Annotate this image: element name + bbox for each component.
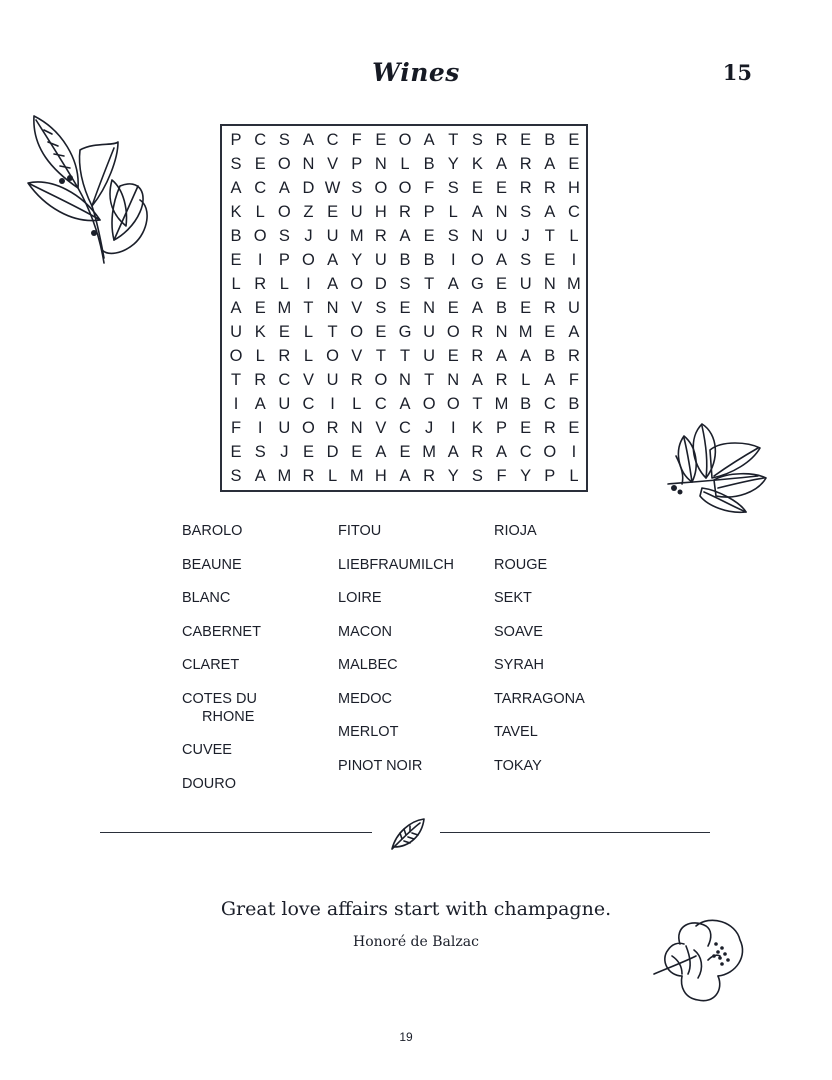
- grid-letter[interactable]: R: [471, 442, 484, 461]
- word-list-item: [494, 656, 644, 674]
- word-list-item: [494, 556, 644, 574]
- word-list-item: [338, 757, 494, 775]
- grid-letter[interactable]: M: [518, 322, 533, 341]
- grid-letter[interactable]: S: [520, 250, 532, 269]
- grid-letter[interactable]: J: [280, 442, 289, 461]
- grid-letter[interactable]: I: [330, 394, 335, 413]
- grid-letter[interactable]: R: [543, 178, 556, 197]
- word-list-item: [182, 775, 338, 793]
- grid-letter[interactable]: N: [350, 418, 363, 437]
- word-list-item-text: MALBEC: [338, 657, 398, 673]
- grid-letter[interactable]: L: [569, 466, 579, 485]
- grid-letter[interactable]: P: [351, 154, 363, 173]
- grid-letter[interactable]: S: [375, 298, 387, 317]
- grid-letter[interactable]: U: [423, 322, 436, 341]
- grid-letter[interactable]: U: [423, 346, 436, 365]
- grid-letter[interactable]: L: [448, 202, 458, 221]
- grid-letter[interactable]: N: [399, 370, 411, 389]
- grid-letter[interactable]: P: [278, 250, 290, 269]
- grid-letter[interactable]: L: [303, 322, 314, 341]
- grid-letter[interactable]: M: [494, 394, 509, 413]
- grid-letter[interactable]: L: [521, 370, 531, 389]
- word-list-item: [494, 690, 644, 708]
- grid-letter[interactable]: S: [447, 226, 459, 245]
- grid-letter[interactable]: E: [520, 298, 532, 317]
- word-list-item-text: TAVEL: [494, 724, 538, 740]
- word-list-item: [338, 723, 494, 741]
- word-list-item-text: CUVEE: [182, 742, 232, 758]
- page-number: 19: [399, 1030, 413, 1044]
- grid-letter[interactable]: R: [495, 130, 508, 149]
- word-list-item: [338, 522, 494, 540]
- grid-letter[interactable]: C: [278, 370, 291, 389]
- grid-letter[interactable]: E: [568, 154, 580, 173]
- grid-letter[interactable]: F: [231, 418, 242, 437]
- grid-letter[interactable]: A: [496, 346, 508, 365]
- grid-letter[interactable]: A: [327, 250, 339, 269]
- word-list-item-text: BEAUNE: [182, 556, 242, 573]
- grid-letter[interactable]: O: [398, 130, 412, 149]
- grid-letter[interactable]: N: [543, 274, 556, 293]
- grid-letter[interactable]: F: [568, 370, 579, 389]
- grid-letter[interactable]: L: [255, 202, 265, 221]
- grid-letter[interactable]: N: [447, 370, 460, 389]
- grid-letter[interactable]: P: [423, 202, 435, 221]
- grid-letter[interactable]: U: [326, 370, 339, 389]
- word-list-item-text: SEKT: [494, 590, 532, 606]
- word-list-item: [338, 623, 494, 641]
- grid-letter[interactable]: A: [399, 394, 411, 413]
- grid-letter[interactable]: U: [495, 226, 508, 245]
- grid-letter[interactable]: A: [254, 394, 266, 413]
- grid-letter[interactable]: R: [278, 346, 291, 365]
- grid-letter[interactable]: O: [446, 322, 460, 341]
- chapter-number: 15: [722, 60, 752, 85]
- grid-letter[interactable]: C: [374, 394, 387, 413]
- grid-letter[interactable]: U: [519, 274, 532, 293]
- grid-letter[interactable]: R: [519, 154, 532, 173]
- word-list-item-text: ROUGE: [494, 556, 548, 573]
- grid-letter[interactable]: P: [496, 418, 508, 437]
- word-list-item-text: BLANC: [182, 590, 231, 606]
- grid-letter[interactable]: U: [230, 322, 243, 341]
- grid-letter[interactable]: U: [278, 394, 291, 413]
- grid-letter[interactable]: E: [351, 442, 363, 461]
- word-list-item: [182, 690, 338, 726]
- grid-letter[interactable]: I: [257, 250, 263, 269]
- grid-letter[interactable]: A: [496, 154, 508, 173]
- grid-letter[interactable]: S: [230, 154, 242, 173]
- grid-letter[interactable]: R: [399, 202, 411, 221]
- grid-letter[interactable]: F: [424, 178, 435, 197]
- grid-letter[interactable]: O: [398, 178, 412, 197]
- grid-letter[interactable]: A: [327, 274, 339, 293]
- grid-letter[interactable]: O: [302, 250, 315, 269]
- grid-letter[interactable]: A: [496, 442, 508, 461]
- grid-letter[interactable]: E: [327, 202, 339, 221]
- grid-letter[interactable]: E: [254, 298, 266, 317]
- grid-letter[interactable]: S: [471, 466, 483, 485]
- word-list-item-text: RIOJA: [494, 523, 537, 539]
- grid-letter[interactable]: O: [350, 322, 364, 341]
- word-list-item-text: DOURO: [182, 775, 236, 792]
- grid-letter[interactable]: Y: [520, 466, 532, 485]
- word-list-column: [182, 522, 338, 808]
- grid-letter[interactable]: B: [568, 394, 580, 413]
- grid-letter[interactable]: Y: [351, 250, 363, 269]
- grid-letter[interactable]: P: [230, 130, 242, 149]
- word-list-item-text: TOKAY: [494, 757, 542, 774]
- grid-letter[interactable]: R: [471, 346, 484, 365]
- grid-letter[interactable]: F: [496, 466, 507, 485]
- grid-letter[interactable]: E: [471, 178, 483, 197]
- grid-letter[interactable]: C: [543, 394, 556, 413]
- word-list: [182, 522, 642, 808]
- grid-letter[interactable]: O: [229, 346, 243, 365]
- word-list-item-text: COTES DU: [182, 690, 257, 707]
- grid-letter[interactable]: F: [351, 130, 362, 149]
- leafy-branch-icon: [662, 416, 770, 516]
- grid-letter[interactable]: O: [326, 346, 340, 365]
- grid-letter[interactable]: G: [398, 322, 412, 341]
- grid-letter[interactable]: U: [326, 226, 339, 245]
- grid-letter[interactable]: C: [302, 394, 315, 413]
- grid-letter[interactable]: E: [375, 322, 387, 341]
- grid-letter[interactable]: M: [277, 298, 292, 317]
- grid-letter[interactable]: I: [571, 250, 577, 269]
- grid-letter[interactable]: S: [471, 130, 483, 149]
- grid-letter[interactable]: E: [496, 274, 508, 293]
- grid-letter[interactable]: T: [327, 322, 338, 341]
- grid-letter[interactable]: U: [567, 298, 580, 317]
- word-list-item: [338, 690, 494, 708]
- grid-letter[interactable]: P: [544, 466, 556, 485]
- grid-letter[interactable]: E: [375, 130, 387, 149]
- grid-letter[interactable]: T: [424, 274, 435, 293]
- word-list-item: [182, 623, 338, 641]
- grid-letter[interactable]: O: [470, 250, 484, 269]
- grid-letter[interactable]: L: [400, 154, 410, 173]
- grid-letter[interactable]: N: [374, 154, 387, 173]
- grid-letter[interactable]: M: [349, 226, 364, 245]
- grid-letter[interactable]: N: [302, 154, 315, 173]
- grid-letter[interactable]: A: [520, 346, 532, 365]
- grid-letter[interactable]: T: [231, 370, 242, 389]
- grid-letter[interactable]: A: [447, 442, 459, 461]
- grid-letter[interactable]: M: [567, 274, 581, 293]
- grid-letter[interactable]: S: [230, 466, 242, 485]
- grid-letter[interactable]: V: [351, 346, 363, 365]
- word-list-item-text: TARRAGONA: [494, 690, 585, 707]
- grid-letter[interactable]: E: [399, 442, 411, 461]
- grid-letter[interactable]: T: [303, 298, 314, 317]
- word-list-item-text: CABERNET: [182, 623, 261, 640]
- grid-letter[interactable]: R: [543, 418, 556, 437]
- grid-letter[interactable]: A: [423, 130, 435, 149]
- grid-letter[interactable]: U: [350, 202, 363, 221]
- word-list-item-text: FITOU: [338, 523, 382, 539]
- grid-letter[interactable]: E: [447, 298, 459, 317]
- grid-letter[interactable]: L: [352, 394, 362, 413]
- grid-letter[interactable]: R: [254, 274, 267, 293]
- grid-letter[interactable]: R: [350, 370, 363, 389]
- grid-letter[interactable]: E: [423, 226, 435, 245]
- grid-letter[interactable]: V: [351, 298, 363, 317]
- word-list-item: [338, 589, 494, 607]
- grid-letter[interactable]: C: [326, 130, 339, 149]
- grid-letter[interactable]: E: [399, 298, 411, 317]
- grid-letter[interactable]: K: [471, 418, 483, 437]
- grid-letter[interactable]: L: [279, 274, 289, 293]
- grid-letter[interactable]: I: [233, 394, 239, 413]
- word-list-item-text: CLARET: [182, 657, 240, 673]
- grid-letter[interactable]: A: [544, 202, 556, 221]
- word-list-item: [494, 623, 644, 641]
- grid-letter[interactable]: S: [351, 178, 363, 197]
- word-list-item: [494, 589, 644, 607]
- word-list-item: [338, 556, 494, 574]
- grid-letter[interactable]: N: [326, 298, 339, 317]
- word-list-item: [494, 723, 644, 741]
- grid-letter[interactable]: T: [472, 394, 483, 413]
- grid-letter[interactable]: I: [571, 442, 577, 461]
- word-list-item: [338, 656, 494, 674]
- grid-letter[interactable]: R: [254, 370, 267, 389]
- grid-letter[interactable]: A: [230, 298, 242, 317]
- grid-letter[interactable]: B: [423, 250, 435, 269]
- grid-letter[interactable]: R: [567, 346, 580, 365]
- grid-letter[interactable]: E: [568, 130, 580, 149]
- word-list-item: [494, 757, 644, 775]
- word-list-column: [494, 522, 644, 808]
- grid-letter[interactable]: B: [423, 154, 435, 173]
- grid-letter[interactable]: C: [254, 178, 267, 197]
- word-list-item-text: RHONE: [202, 708, 255, 725]
- grid-letter[interactable]: E: [496, 178, 508, 197]
- grid-letter[interactable]: A: [399, 466, 411, 485]
- grid-letter[interactable]: A: [496, 250, 508, 269]
- grid-letter[interactable]: N: [495, 202, 508, 221]
- leaf-icon: [388, 815, 428, 853]
- leafy-branch-icon: [22, 108, 152, 273]
- grid-letter[interactable]: D: [326, 442, 339, 461]
- word-list-item-text: MACON: [338, 623, 392, 640]
- grid-letter[interactable]: O: [543, 442, 557, 461]
- grid-letter[interactable]: U: [374, 250, 387, 269]
- grid-letter[interactable]: O: [422, 394, 436, 413]
- grid-letter[interactable]: R: [374, 226, 387, 245]
- grid-letter[interactable]: E: [230, 250, 242, 269]
- grid-letter[interactable]: E: [254, 154, 266, 173]
- grid-letter[interactable]: A: [399, 226, 411, 245]
- word-list-item: [182, 656, 338, 674]
- grid-letter[interactable]: T: [424, 370, 435, 389]
- grid-letter[interactable]: T: [544, 226, 555, 245]
- grid-letter[interactable]: O: [350, 274, 364, 293]
- word-list-item-text: LOIRE: [338, 590, 382, 606]
- word-list-item: [182, 589, 338, 607]
- grid-letter[interactable]: E: [568, 418, 580, 437]
- grid-letter[interactable]: K: [230, 202, 242, 221]
- grid-letter[interactable]: T: [448, 130, 459, 149]
- grid-letter[interactable]: R: [519, 178, 532, 197]
- flower-icon: [650, 916, 750, 1006]
- divider-line-left: [100, 832, 372, 833]
- grid-letter[interactable]: U: [278, 418, 291, 437]
- grid-letter[interactable]: E: [302, 442, 314, 461]
- grid-letter[interactable]: R: [495, 370, 508, 389]
- grid-letter[interactable]: B: [544, 346, 556, 365]
- grid-letter[interactable]: A: [302, 130, 314, 149]
- grid-letter[interactable]: W: [324, 178, 341, 197]
- word-list-item: [494, 522, 644, 540]
- grid-letter[interactable]: A: [278, 178, 290, 197]
- grid-letter[interactable]: N: [495, 322, 508, 341]
- grid-letter[interactable]: A: [471, 202, 483, 221]
- page-title: Wines: [372, 58, 460, 87]
- word-list-item: [182, 522, 338, 540]
- grid-letter[interactable]: J: [521, 226, 530, 245]
- word-list-column: [338, 522, 494, 808]
- grid-letter[interactable]: N: [471, 226, 484, 245]
- grid-letter[interactable]: C: [254, 130, 267, 149]
- grid-letter[interactable]: S: [399, 274, 411, 293]
- grid-letter[interactable]: I: [450, 250, 456, 269]
- grid-letter[interactable]: E: [447, 346, 459, 365]
- grid-letter[interactable]: B: [544, 130, 556, 149]
- grid-letter[interactable]: M: [277, 466, 292, 485]
- grid-letter[interactable]: E: [230, 442, 242, 461]
- grid-letter[interactable]: D: [302, 178, 315, 197]
- grid-letter[interactable]: J: [304, 226, 313, 245]
- grid-letter[interactable]: L: [231, 274, 241, 293]
- word-list-item: [182, 556, 338, 574]
- word-list-item-text: BAROLO: [182, 523, 243, 539]
- grid-letter[interactable]: A: [447, 274, 459, 293]
- word-search-grid[interactable]: [220, 124, 588, 492]
- grid-letter[interactable]: O: [374, 370, 388, 389]
- grid-letter[interactable]: A: [254, 466, 266, 485]
- grid-letter[interactable]: V: [327, 154, 339, 173]
- grid-letter[interactable]: O: [302, 418, 315, 437]
- quote-author: Honoré de Balzac: [353, 934, 479, 950]
- word-list-item-text: LIEBFRAUMILCH: [338, 556, 455, 573]
- grid-letter[interactable]: V: [302, 370, 314, 389]
- quote-text: Great love affairs start with champagne.: [220, 898, 612, 920]
- grid-letter[interactable]: B: [520, 394, 532, 413]
- grid-letter[interactable]: B: [399, 250, 411, 269]
- grid-letter[interactable]: O: [253, 226, 267, 245]
- grid-letter[interactable]: C: [519, 442, 532, 461]
- grid-letter[interactable]: T: [375, 346, 386, 365]
- grid-letter[interactable]: S: [520, 202, 532, 221]
- grid-letter[interactable]: E: [520, 418, 532, 437]
- grid-letter[interactable]: A: [544, 154, 556, 173]
- grid-letter[interactable]: A: [375, 442, 387, 461]
- grid-letter[interactable]: N: [423, 298, 436, 317]
- grid-letter[interactable]: K: [471, 154, 483, 173]
- grid-letter[interactable]: A: [471, 370, 483, 389]
- grid-letter[interactable]: H: [374, 202, 387, 221]
- grid-letter[interactable]: R: [543, 298, 556, 317]
- grid-letter[interactable]: G: [470, 274, 484, 293]
- grid-letter[interactable]: O: [446, 394, 460, 413]
- grid-letter[interactable]: Y: [447, 154, 459, 173]
- grid-letter[interactable]: H: [374, 466, 387, 485]
- grid-letter[interactable]: I: [306, 274, 311, 293]
- word-list-item-text: MERLOT: [338, 724, 399, 740]
- grid-letter[interactable]: S: [278, 130, 290, 149]
- grid-letter[interactable]: C: [399, 418, 411, 437]
- grid-letter[interactable]: D: [374, 274, 387, 293]
- grid-letter[interactable]: E: [520, 130, 532, 149]
- grid-letter[interactable]: O: [277, 202, 291, 221]
- grid-letter[interactable]: I: [450, 418, 456, 437]
- grid-letter[interactable]: I: [257, 418, 263, 437]
- grid-letter[interactable]: A: [568, 322, 580, 341]
- grid-letter[interactable]: R: [471, 322, 484, 341]
- grid-letter[interactable]: B: [230, 226, 242, 245]
- word-list-item: [182, 741, 338, 759]
- grid-letter[interactable]: R: [326, 418, 339, 437]
- grid-letter[interactable]: Z: [303, 202, 314, 221]
- grid-letter[interactable]: C: [567, 202, 580, 221]
- word-list-item-text: SOAVE: [494, 623, 543, 640]
- grid-letter[interactable]: E: [278, 322, 290, 341]
- grid-letter[interactable]: A: [471, 298, 483, 317]
- grid-letter[interactable]: Y: [447, 466, 459, 485]
- grid-letter[interactable]: E: [544, 250, 556, 269]
- grid-letter[interactable]: T: [399, 346, 411, 365]
- grid-letter[interactable]: S: [254, 442, 266, 461]
- grid-letter[interactable]: V: [375, 418, 387, 437]
- divider-line-right: [440, 832, 710, 833]
- grid-letter[interactable]: M: [422, 442, 436, 461]
- grid-letter[interactable]: S: [447, 178, 459, 197]
- grid-letter[interactable]: M: [349, 466, 364, 485]
- grid-letter[interactable]: R: [423, 466, 436, 485]
- grid-letter[interactable]: A: [230, 178, 242, 197]
- grid-letter[interactable]: K: [254, 322, 266, 341]
- grid-letter[interactable]: L: [255, 346, 265, 365]
- grid-letter[interactable]: S: [278, 226, 290, 245]
- word-list-item-text: PINOT NOIR: [338, 757, 423, 774]
- grid-letter[interactable]: L: [303, 346, 314, 365]
- grid-letter[interactable]: O: [277, 154, 291, 173]
- grid-letter[interactable]: L: [328, 466, 338, 485]
- word-list-item-text: MEDOC: [338, 690, 392, 707]
- grid-letter[interactable]: O: [374, 178, 388, 197]
- grid-letter[interactable]: E: [544, 322, 556, 341]
- grid-letter[interactable]: R: [302, 466, 315, 485]
- grid-letter[interactable]: A: [544, 370, 556, 389]
- word-list-item-text: SYRAH: [494, 657, 544, 673]
- grid-letter[interactable]: H: [567, 178, 580, 197]
- grid-letter[interactable]: L: [569, 226, 579, 245]
- grid-letter[interactable]: J: [425, 418, 434, 437]
- grid-letter[interactable]: B: [496, 298, 508, 317]
